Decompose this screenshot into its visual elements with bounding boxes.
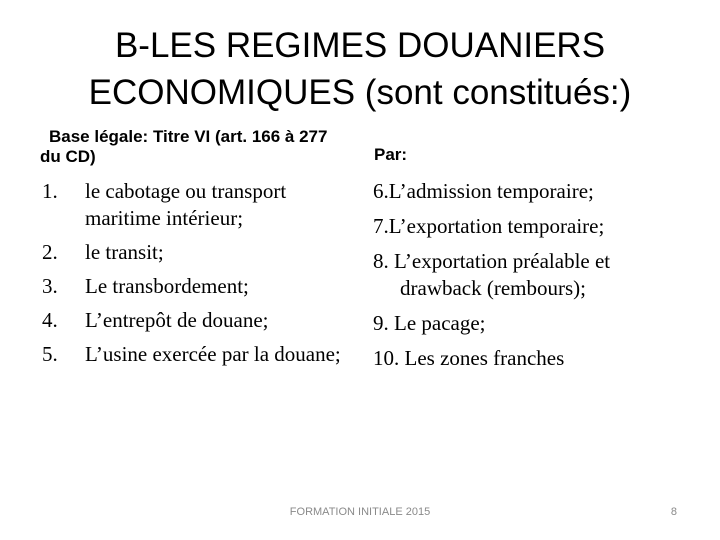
list-item-number: 3. xyxy=(42,274,58,298)
page-number: 8 xyxy=(670,506,677,518)
list-item-text: 7.L’exportation temporaire; xyxy=(373,214,605,238)
list-item xyxy=(42,273,342,300)
legal-basis-heading: Base légale: Titre VI (art. 166 à 277 du CD) xyxy=(40,127,328,166)
par-heading: Par: xyxy=(374,145,408,164)
list-item-number: 2. xyxy=(42,240,58,264)
list-item xyxy=(373,345,673,372)
list-item xyxy=(42,178,342,232)
list-item-text: 6.L’admission temporaire; xyxy=(373,179,594,203)
title-line-2: ECONOMIQUES (sont constitués:) xyxy=(88,73,632,112)
list-item-text: L’entrepôt de douane; xyxy=(85,308,269,332)
list-item xyxy=(373,213,673,240)
list-item-number: 1. xyxy=(42,179,58,203)
list-item-text: 9. Le pacage; xyxy=(373,311,486,335)
list-item-text: 8. L’exportation préalable et xyxy=(373,249,611,273)
list-item xyxy=(42,239,342,266)
list-item xyxy=(373,248,673,302)
list-item-text: 10. Les zones franches xyxy=(373,346,565,370)
list-item-continuation: drawback (rembours); xyxy=(400,276,587,300)
list-item-number: 5. xyxy=(42,342,58,366)
list-item xyxy=(373,178,673,205)
slide-footer: FORMATION INITIALE 2015 xyxy=(289,506,431,518)
list-item-number: 4. xyxy=(42,308,58,332)
slide-title xyxy=(60,22,660,116)
list-item xyxy=(42,307,342,334)
left-regime-list xyxy=(42,178,342,375)
list-item xyxy=(373,310,673,337)
list-item-text: le transit; xyxy=(85,240,164,264)
list-item-text: Le transbordement; xyxy=(85,274,249,298)
right-regime-list xyxy=(373,178,673,380)
list-item-text: le cabotage ou transport maritime intérieur; xyxy=(85,179,287,230)
title-line-1: B-LES REGIMES DOUANIERS xyxy=(114,26,606,65)
list-item xyxy=(42,341,342,368)
list-item-text: L’usine exercée par la douane; xyxy=(85,342,341,366)
